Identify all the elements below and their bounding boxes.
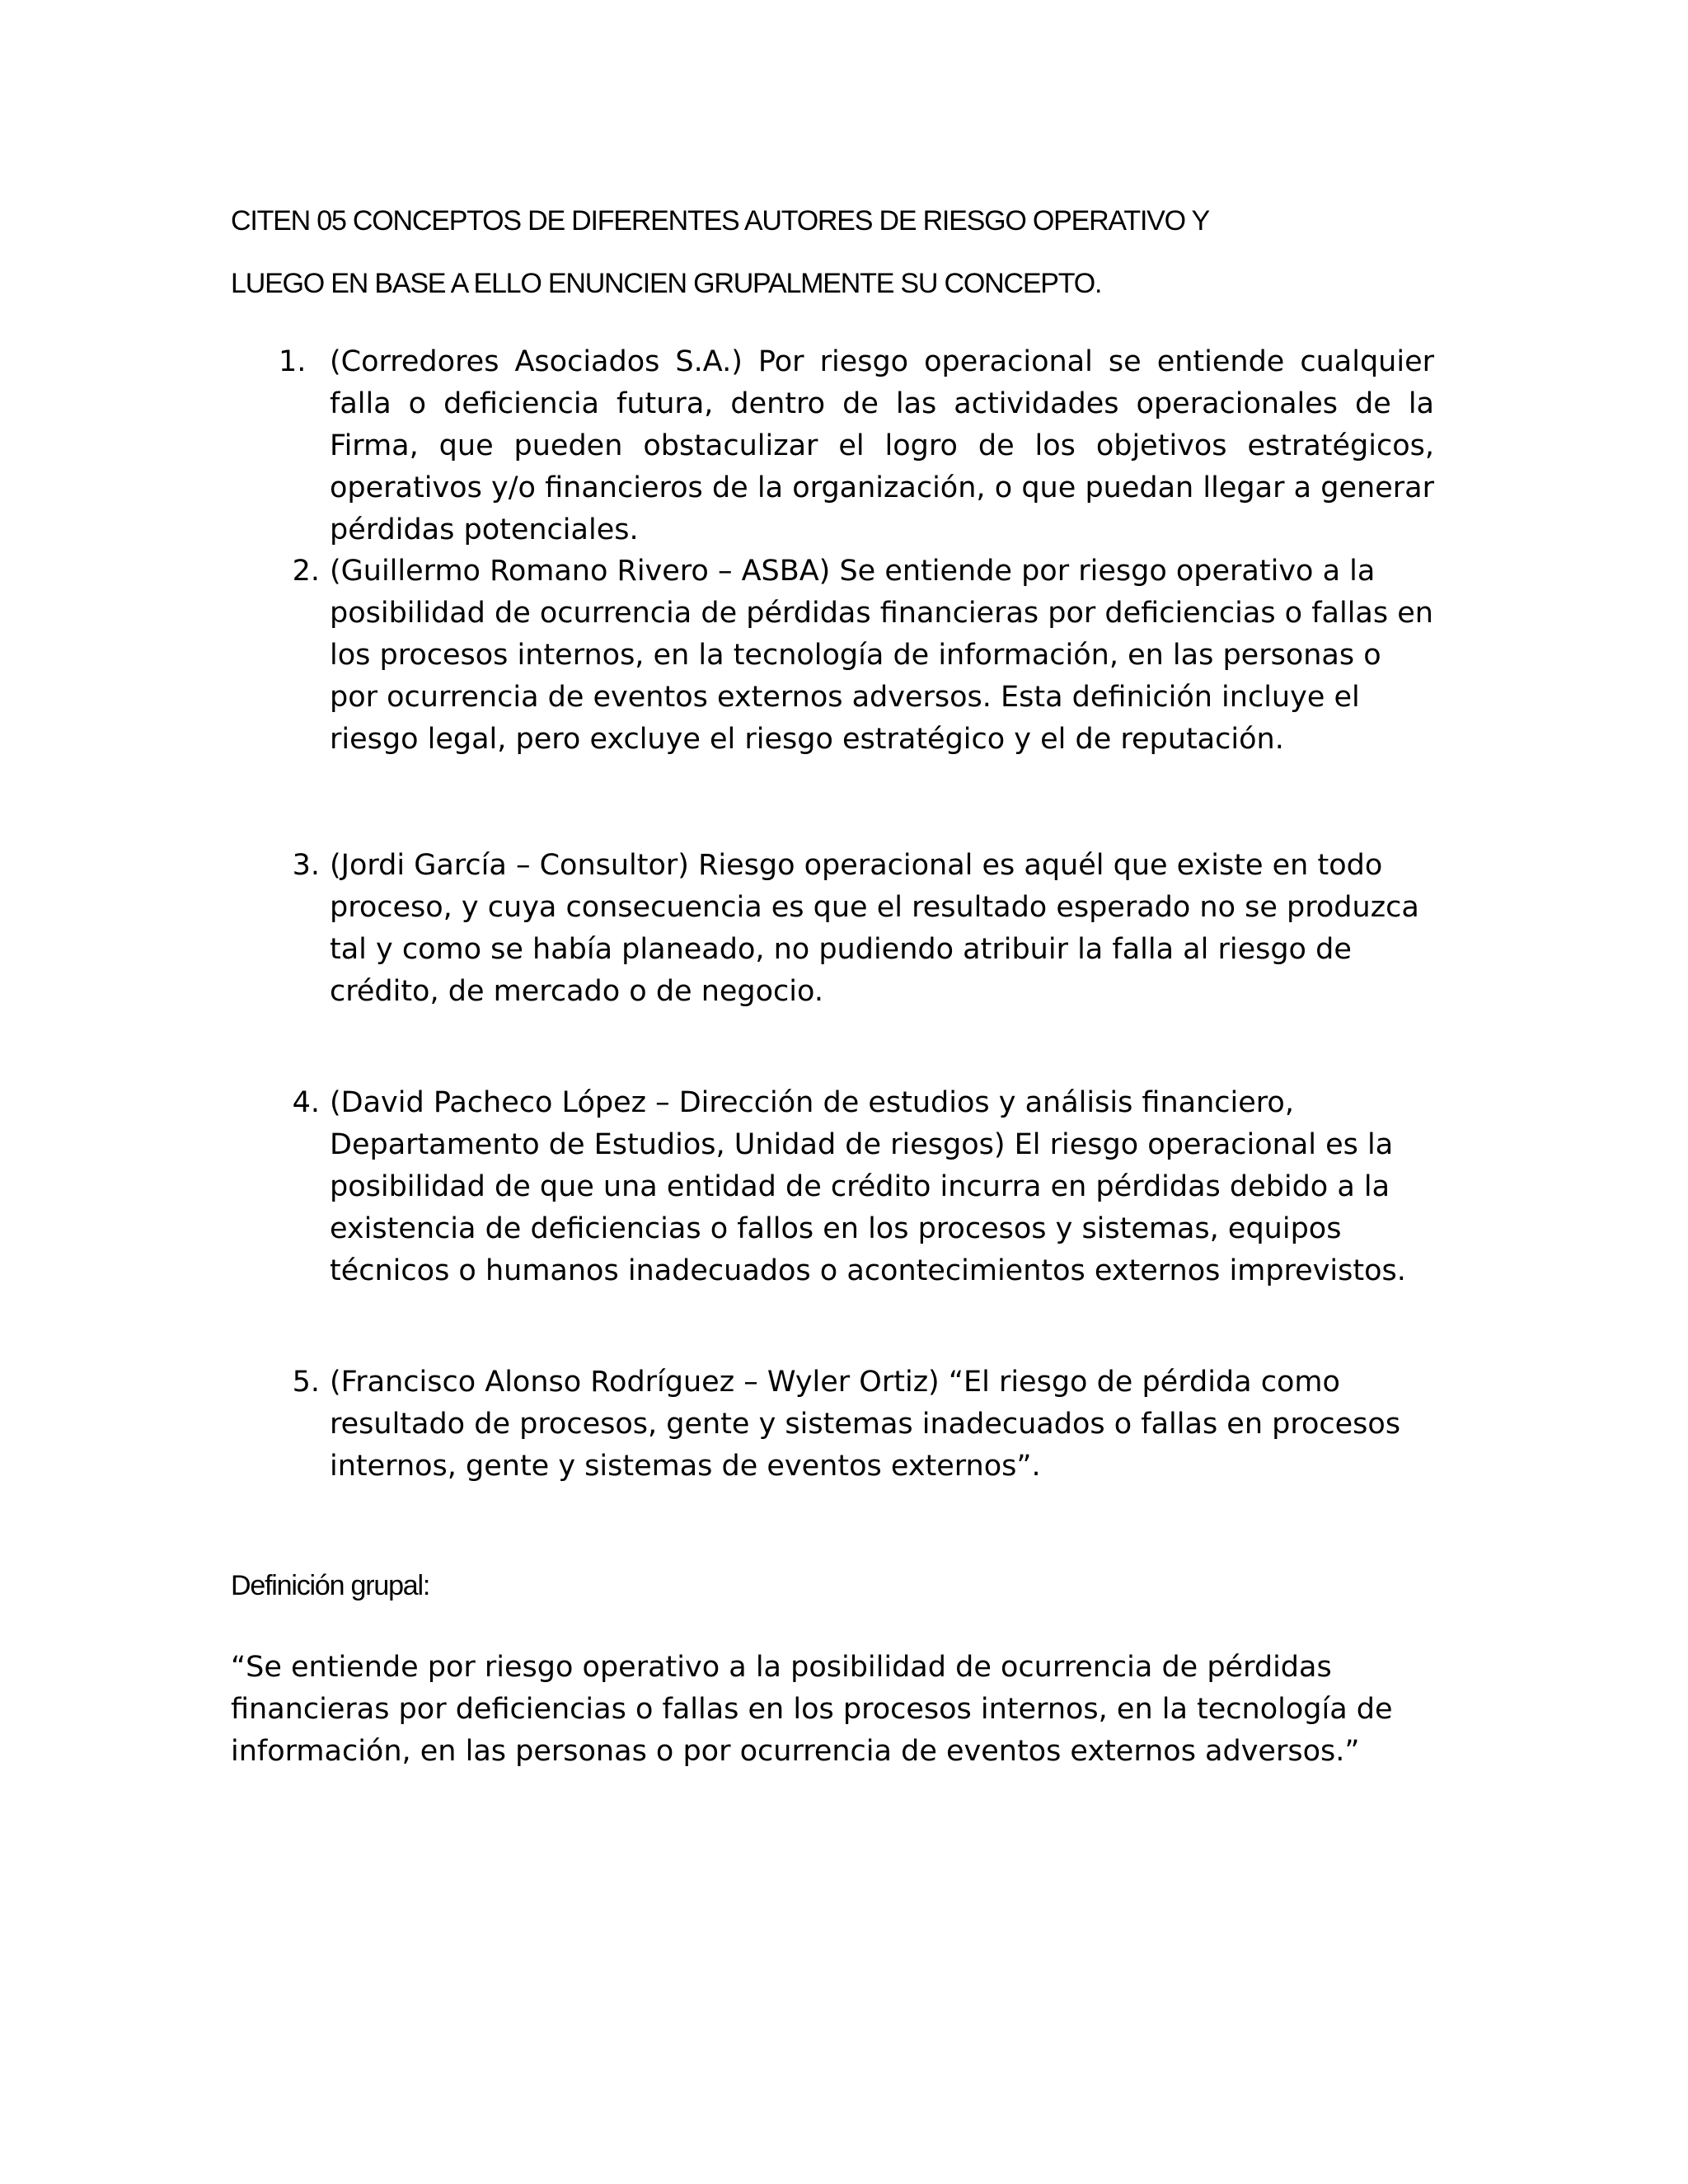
list-item-number: 2. [292, 555, 320, 588]
assignment-heading-line-2: LUEGO EN BASE A ELLO ENUNCIEN GRUPALMENTE SU CONCEPTO. [231, 268, 1102, 299]
list-item-number: 1. [279, 345, 307, 378]
list-item-number: 5. [292, 1366, 320, 1399]
list-item-text: (Guillermo Romano Rivero – ASBA) Se entiende por riesgo operativo a la posibilidad de ocurrencia de pérdidas financieras por deficiencias o fallas en los procesos internos, en la tecnología de información, en las personas o por ocurrencia de eventos externos adversos. Esta definición incluye el riesgo legal, pero excluye el riesgo estratégico y el de reputación. [330, 555, 1433, 756]
list-item-text: (Corredores Asociados S.A.) Por riesgo operacional se entiende cualquier falla o deficiencia futura, dentro de las actividades operacionales de la Firma, que pueden obstaculizar el logro de los objetivos estratégicos, operativos y/o financieros de la organización, o que puedan llegar a generar pérdidas potenciales. [330, 345, 1434, 546]
list-item-number: 4. [292, 1086, 320, 1119]
group-definition-heading: Definición grupal: [231, 1570, 430, 1601]
list-item [279, 341, 1434, 551]
list-item [292, 845, 1434, 1013]
list-item-text: (David Pacheco López – Dirección de estudios y análisis financiero, Departamento de Estudios, Unidad de riesgos) El riesgo operacional es la posibilidad de que una entidad de crédito incurra en pérdidas debido a la existencia de deficiencias o fallos en los procesos y sistemas, equipos técnicos o humanos inadecuados o acontecimientos externos imprevistos. [330, 1086, 1406, 1287]
assignment-heading-line-1: CITEN 05 CONCEPTOS DE DIFERENTES AUTORES DE RIESGO OPERATIVO Y [231, 205, 1210, 237]
list-item [292, 1082, 1434, 1292]
list-item-text: (Jordi García – Consultor) Riesgo operacional es aquél que existe en todo proceso, y cuya consecuencia es que el resultado esperado no se produzca tal y como se había planeado, no pudiendo atribuir la falla al riesgo de crédito, de mercado o de negocio. [330, 849, 1419, 1008]
list-item [292, 551, 1434, 761]
list-item [292, 1361, 1434, 1488]
list-item-number: 3. [292, 849, 320, 882]
group-definition-text: “Se entiende por riesgo operativo a la posibilidad de ocurrencia de pérdidas financieras por deficiencias o fallas en los procesos internos, en la tecnología de información, en las personas o por ocurrencia de eventos externos adversos.” [231, 1651, 1393, 1768]
list-item-text: (Francisco Alonso Rodríguez – Wyler Ortiz) “El riesgo de pérdida como resultado de procesos, gente y sistemas inadecuados o fallas en procesos internos, gente y sistemas de eventos externos”. [330, 1366, 1401, 1483]
